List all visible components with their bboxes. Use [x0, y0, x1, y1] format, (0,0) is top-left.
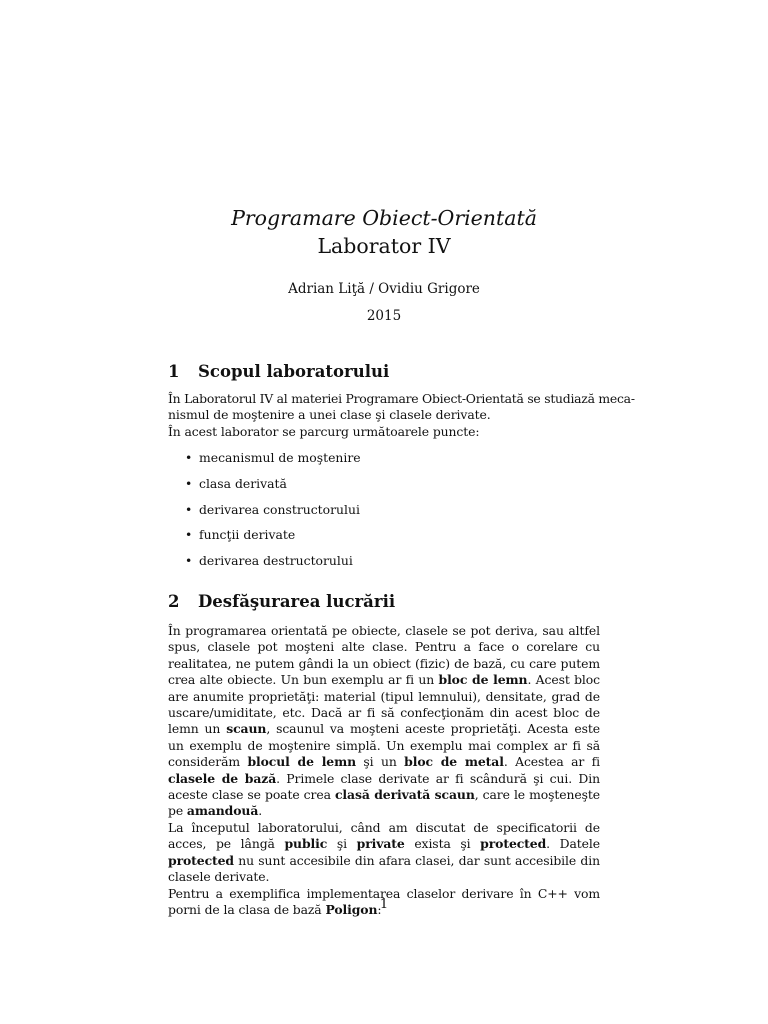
text-run: şi: [327, 836, 357, 852]
document-title: Programare Obiect-Orientată: [231, 206, 537, 230]
bold-term: blocul de lemn: [247, 754, 356, 770]
text-run: Pentru a exemplifica implementarea claselor derivare în C++ vom porni de la clasa de bază: [168, 885, 600, 917]
bullet-icon: •: [185, 450, 193, 465]
intro-line: nismul de moştenire a unei clase şi clasele derivate.: [168, 407, 491, 423]
text-run: . Acest bloc are anumite proprietăţi: material (tipul lemnului), densitate, grad de uscare/umiditate, etc. Dacă ar fi să confecţionăm din acest bloc de lemn un: [168, 672, 600, 737]
list-item: [185, 502, 361, 528]
bold-term: bloc de metal: [404, 754, 504, 770]
list-item-label: derivarea constructorului: [199, 501, 360, 517]
text-run: . Datele: [546, 836, 600, 852]
section-1-title: Scopul laboratorului: [198, 362, 390, 381]
text-run: , care le moşteneşte pe: [168, 787, 601, 819]
list-item-label: mecanismul de moştenire: [199, 450, 361, 465]
text-run: :: [377, 901, 382, 917]
intro-line: În Laboratorul IV al materiei Programare Obiect-Orientată se studiază meca-: [168, 391, 635, 406]
paragraph-1: [168, 623, 600, 820]
title-block: [0, 204, 768, 260]
text-run: La începutul laboratorului, când am discutat de specificatorii de acces, pe lângă: [168, 819, 600, 852]
section-1-heading: [168, 362, 389, 381]
section-2-number: 2: [168, 592, 180, 611]
list-item-label: clasa derivată: [199, 475, 287, 491]
paragraph-2: [168, 820, 600, 886]
year: 2015: [366, 308, 402, 324]
text-run: .: [258, 803, 263, 819]
section-1-number: 1: [168, 362, 180, 381]
text-run: nu sunt accesibile din afara clasei, dar sunt accesibile din clasele derivate.: [168, 852, 600, 885]
bold-term: clasele de bază: [168, 770, 277, 786]
text-run: , scaunul va moşteni aceste proprietăţi. Acesta este un exemplu de moştenire simplă. Un exemplu mai complex ar fi să considerăm: [168, 721, 600, 770]
list-item: [185, 450, 361, 476]
bold-term: protected: [480, 836, 547, 852]
page-number: 1: [379, 897, 389, 912]
section-2-heading: [168, 592, 395, 611]
list-item-label: funcţii derivate: [199, 527, 296, 543]
list-item-label: derivarea destructorului: [199, 553, 353, 569]
bullet-icon: •: [185, 527, 193, 543]
bold-term: amandouă: [186, 803, 259, 819]
text-run: . Acestea ar fi: [503, 754, 600, 770]
bullet-icon: •: [185, 553, 193, 569]
text-run: exista şi: [404, 836, 481, 852]
section-1-intro: [168, 391, 635, 440]
text-run: În programarea orientată pe obiecte, clasele se pot deriva, sau altfel spus, clasele pot moşteni alte clase. Pentru a face o corelare cu realitatea, ne putem gândi la un obiect (fizic) de bază, cu care putem crea alte obiecte. Un bun exemplu ar fi un: [168, 623, 600, 688]
bold-term: Poligon: [325, 901, 378, 917]
bullet-icon: •: [185, 475, 193, 491]
document-subtitle: Laborator IV: [317, 234, 451, 258]
authors: Adrian Liţă / Ovidiu Grigore: [288, 281, 480, 297]
section-2-title: Desfăşurarea lucrării: [198, 592, 396, 611]
list-item: [185, 527, 361, 553]
text-run: şi un: [356, 754, 405, 770]
intro-line: În acest laborator se parcurg următoarele puncte:: [168, 423, 480, 439]
text-run: . Primele clase derivate ar fi scândură şi cui. Din aceste clase se poate crea: [168, 770, 600, 803]
bold-term: bloc de lemn: [438, 672, 528, 688]
bold-term: public: [284, 836, 328, 852]
bold-term: protected: [168, 852, 234, 868]
objectives-list: [185, 450, 361, 579]
section-2-body: [168, 623, 600, 918]
list-item: [185, 553, 361, 579]
bold-term: scaun: [226, 721, 267, 737]
bold-term: private: [356, 836, 405, 852]
list-item: [185, 476, 361, 502]
bold-term: clasă derivată scaun: [334, 787, 475, 803]
bullet-icon: •: [185, 501, 193, 517]
